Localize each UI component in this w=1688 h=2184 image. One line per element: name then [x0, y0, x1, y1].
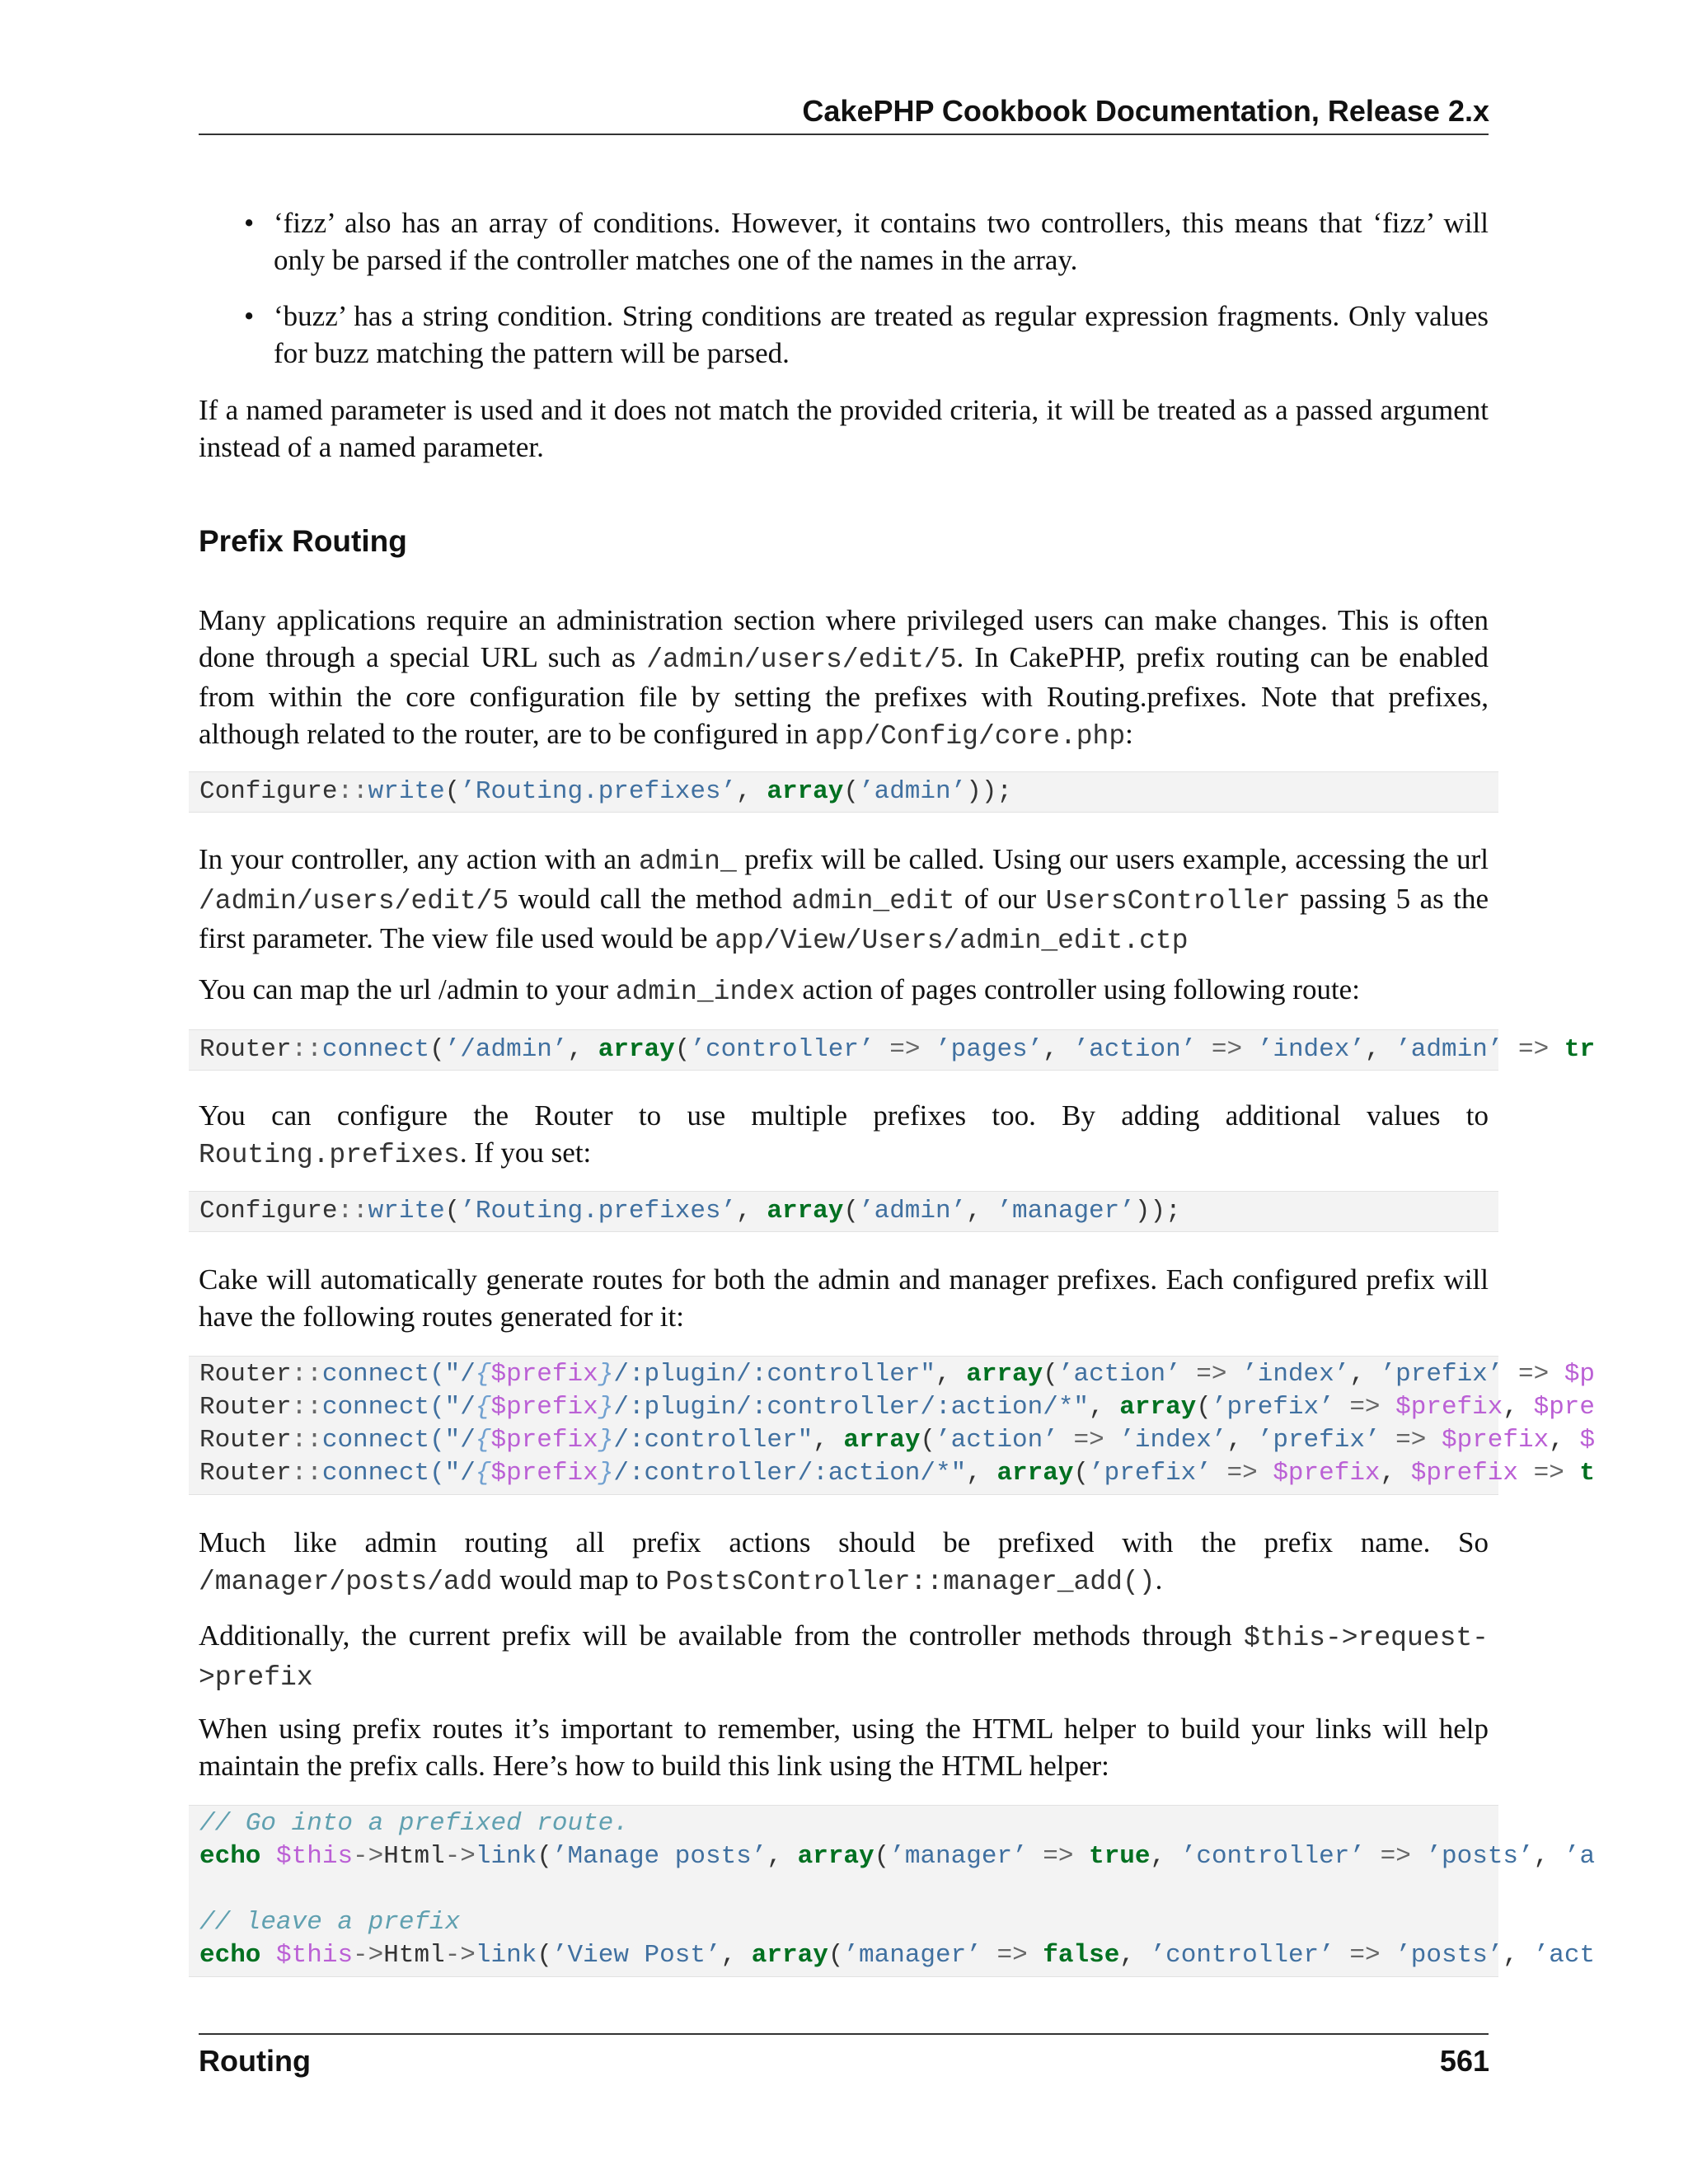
bullet-marker: •: [244, 207, 255, 239]
inline-code: Routing.prefixes: [199, 1140, 460, 1170]
inline-code: admin_index: [615, 977, 795, 1007]
code-block: [189, 1805, 1596, 1977]
bullet-marker: •: [244, 300, 255, 332]
inline-code: /admin/users/edit/5: [199, 886, 509, 916]
code-line: echo $this->Html->link(’Manage posts’, array(’manager’ => true, ’controller’ => ’posts’, ’a: [199, 1842, 1596, 1871]
code-block: [189, 771, 1498, 813]
paragraph-current-prefix: Additionally, the current prefix will be available from the controller methods through $this->request->prefix: [199, 1619, 1489, 1693]
paragraph-prefix-intro: Many applications require an administration section where privileged users can make changes. This is often done through a special URL such as /admin/users/edit/5. In CakePHP, prefix routing can be enabled from within the core configuration file by setting the prefixes with Routing.prefixes. Note that prefixes, although related to the router, are to be configured in app/Config/core.php:: [199, 604, 1489, 752]
paragraph-named-parameter: If a named parameter is used and it does not match the provided criteria, it will be treated as a passed argument instead of a named parameter.: [199, 394, 1489, 463]
code-line: Router::connect("/{$prefix}/:controller/:action/*", array(’prefix’ => $prefix, $prefix => t: [199, 1459, 1596, 1488]
code-line: Router::connect("/{$prefix}/:controller", array(’action’ => ’index’, ’prefix’ => $prefix, $: [199, 1426, 1596, 1455]
code-block: [189, 1029, 1596, 1071]
code-comment: // leave a prefix: [199, 1908, 461, 1937]
inline-code: app/Config/core.php: [814, 721, 1126, 752]
paragraph-generated-routes: Cake will automatically generate routes for both the admin and manager prefixes. Each configured prefix will have the following routes generated for it:: [199, 1263, 1489, 1333]
inline-code: /admin/users/edit/5: [646, 644, 957, 675]
list-item-text: ‘buzz’ has a string condition. String conditions are treated as regular expression fragments. Only values for buzz matching the pattern will be parsed.: [274, 300, 1489, 369]
inline-code: $this->request->prefix: [199, 1623, 1489, 1693]
inline-code: app/View/Users/admin_edit.ctp: [715, 926, 1189, 956]
paragraph-multiple-prefixes: You can configure the Router to use multiple prefixes too. By adding additional values to Routing.prefixes. If you set:: [199, 1099, 1489, 1170]
code-line: Router::connect("/{$prefix}/:plugin/:controller", array(’action’ => ’index’, ’prefix’ => $p: [199, 1360, 1596, 1389]
code-block: [189, 1191, 1498, 1232]
inline-code: admin_edit: [791, 886, 955, 916]
section-heading: Prefix Routing: [199, 524, 407, 558]
code-line: Router::connect(’/admin’, array(’controller’ => ’pages’, ’action’ => ’index’, ’admin’ => tr: [199, 1035, 1596, 1064]
page-number: 561: [1439, 2044, 1489, 2078]
code-comment: // Go into a prefixed route.: [199, 1809, 629, 1838]
paragraph-manager-routing: Much like admin routing all prefix actions should be prefixed with the prefix name. So /manager/posts/add would map to PostsController::manager_add().: [199, 1526, 1489, 1597]
paragraph-html-helper: When using prefix routes it’s important to remember, using the HTML helper to build your links will help maintain the prefix calls. Here’s how to build this link using the HTML helper:: [199, 1713, 1489, 1782]
code-line: echo $this->Html->link(’View Post’, array(’manager’ => false, ’controller’ => ’posts’, ’act: [199, 1941, 1596, 1970]
inline-code: /manager/posts/add: [199, 1567, 493, 1597]
footer-section-title: Routing: [199, 2044, 311, 2078]
code-line: Configure::write(’Routing.prefixes’, array(’admin’, ’manager’));: [199, 1197, 1181, 1226]
footer-rule: [199, 2033, 1489, 2035]
running-header-title: CakePHP Cookbook Documentation, Release 2.x: [802, 94, 1489, 128]
list-item-text: ‘fizz’ also has an array of conditions. However, it contains two controllers, this means that ‘fizz’ will only be parsed if the controller matches one of the names in the array.: [274, 207, 1489, 276]
code-line: Configure::write(’Routing.prefixes’, array(’admin’));: [199, 777, 1013, 806]
inline-code: PostsController::manager_add(): [665, 1567, 1156, 1597]
inline-code: admin_: [638, 846, 737, 877]
inline-code: UsersController: [1045, 886, 1291, 916]
code-line: Router::connect("/{$prefix}/:plugin/:controller/:action/*", array(’prefix’ => $prefix, $pre: [199, 1393, 1596, 1422]
code-block: [189, 1356, 1596, 1495]
paragraph-admin-index: You can map the url /admin to your admin_index action of pages controller using following route:: [199, 973, 1360, 1007]
paragraph-admin-action: In your controller, any action with an admin_ prefix will be called. Using our users example, accessing the url /admin/users/edit/5 would call the method admin_edit of our UsersController passing 5 as the first parameter. The view file used would be app/View/Users/admin_edit.ctp: [199, 843, 1489, 956]
